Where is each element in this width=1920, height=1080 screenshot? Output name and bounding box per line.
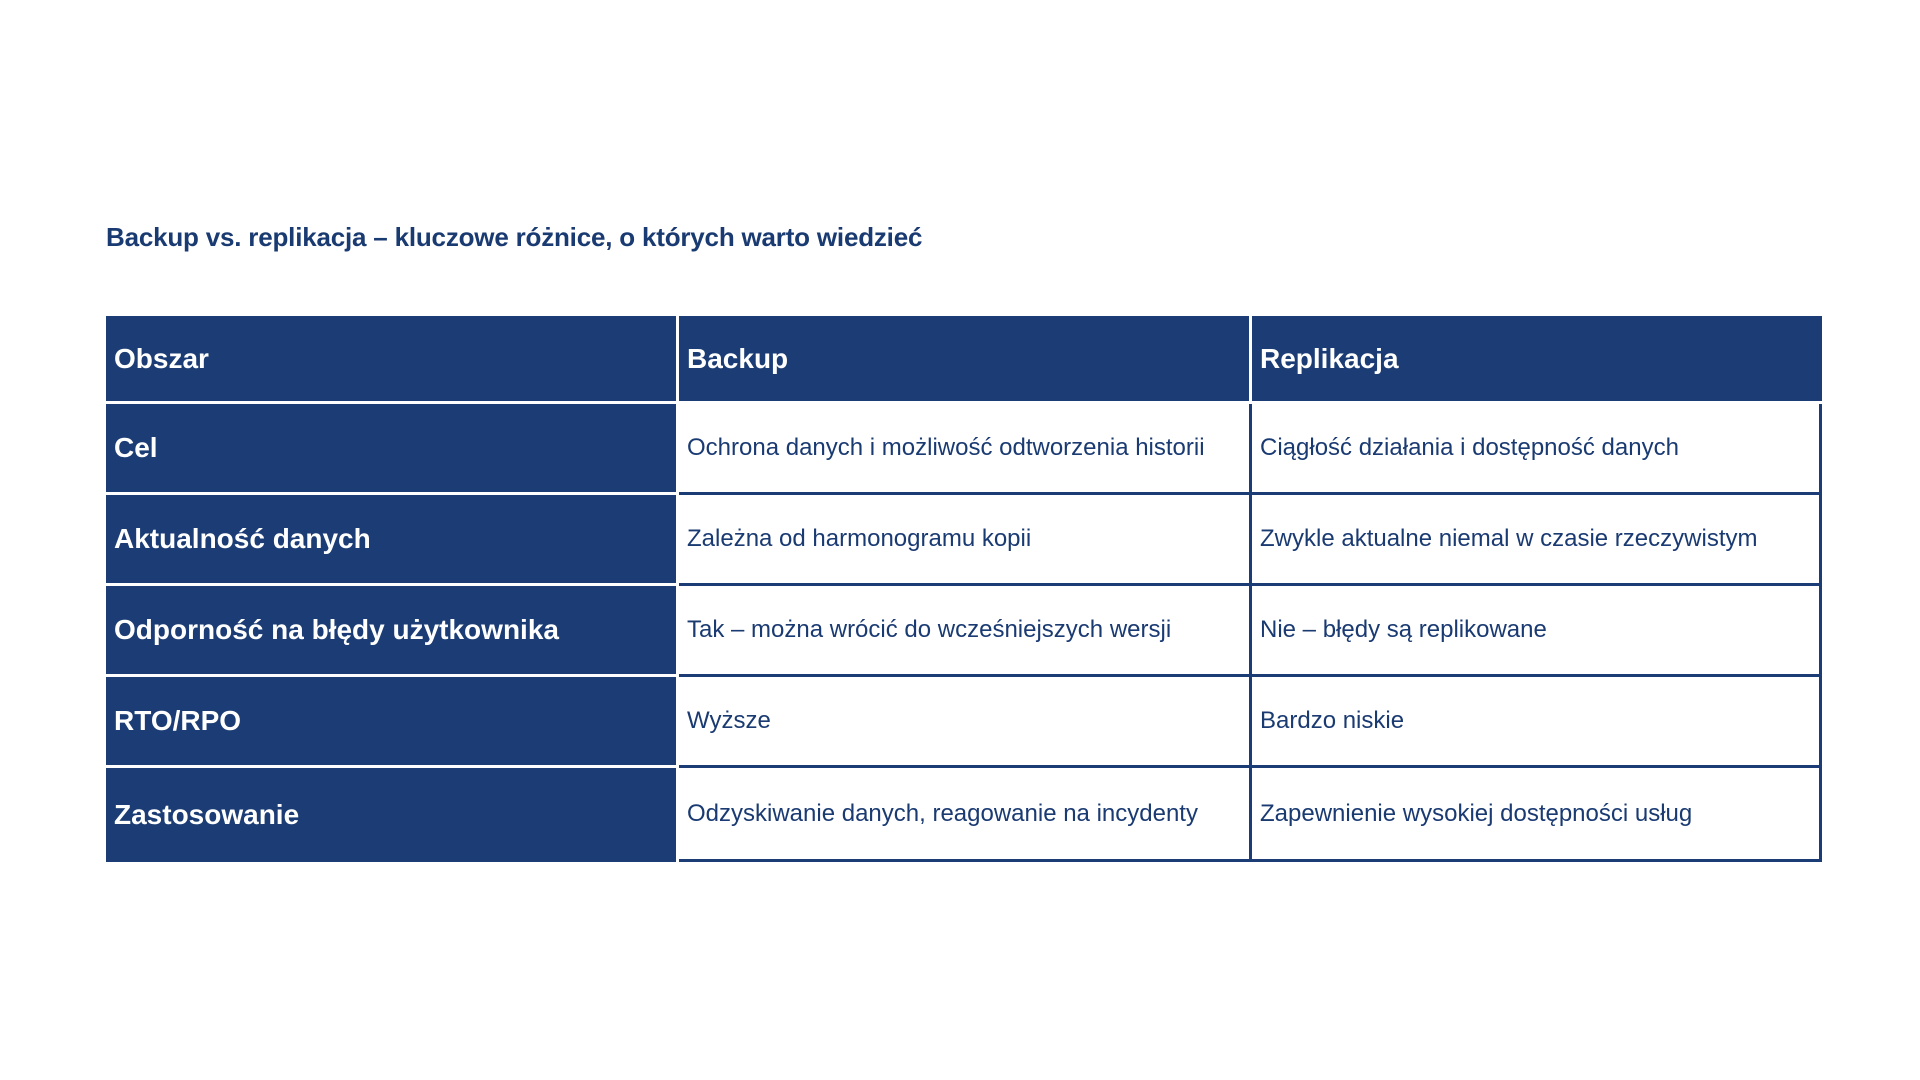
replication-cell: Nie – błędy są replikowane xyxy=(1252,586,1822,677)
replication-cell: Ciągłość działania i dostępność danych xyxy=(1252,404,1822,495)
backup-cell: Ochrona danych i możliwość odtworzenia historii xyxy=(679,404,1252,495)
row-label: Aktualność danych xyxy=(106,495,679,586)
table-header-area: Obszar xyxy=(106,316,679,404)
page-title: Backup vs. replikacja – kluczowe różnice, o których warto wiedzieć xyxy=(106,222,923,252)
backup-cell: Odzyskiwanie danych, reagowanie na incydenty xyxy=(679,768,1252,862)
backup-cell: Wyższe xyxy=(679,677,1252,768)
row-label: Cel xyxy=(106,404,679,495)
row-label: Odporność na błędy użytkownika xyxy=(106,586,679,677)
row-label: Zastosowanie xyxy=(106,768,679,862)
replication-cell: Bardzo niskie xyxy=(1252,677,1822,768)
replication-cell: Zapewnienie wysokiej dostępności usług xyxy=(1252,768,1822,862)
table-header-backup: Backup xyxy=(679,316,1252,404)
backup-cell: Zależna od harmonogramu kopii xyxy=(679,495,1252,586)
row-label: RTO/RPO xyxy=(106,677,679,768)
comparison-table xyxy=(106,316,1822,862)
replication-cell: Zwykle aktualne niemal w czasie rzeczywistym xyxy=(1252,495,1822,586)
backup-cell: Tak – można wrócić do wcześniejszych wersji xyxy=(679,586,1252,677)
table-header-replication: Replikacja xyxy=(1252,316,1822,404)
